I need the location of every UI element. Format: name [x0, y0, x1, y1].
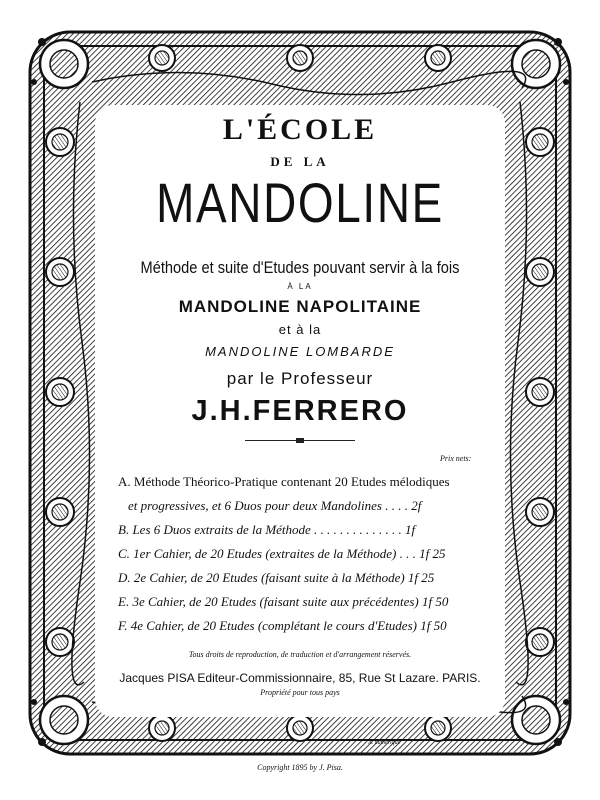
copyright-line: Copyright 1895 by J. Pisa. — [257, 763, 343, 772]
list-item: D. 2e Cahier, de 20 Etudes (faisant suite à la Méthode) 1f 25 — [118, 570, 435, 585]
subtitle-line-5: MANDOLINE LOMBARDE — [205, 344, 395, 359]
subtitle-line-1: Méthode et suite d'Etudes pouvant servir à la fois — [140, 258, 460, 277]
list-item: B. Les 6 Duos extraits de la Méthode . . . . . . . . . . . . . . 1f — [118, 522, 416, 537]
engraver-credit: A. numérique — [368, 740, 401, 746]
subtitle-line-4: et à la — [278, 322, 322, 337]
list-item: C. 1er Cahier, de 20 Etudes (extraites de la Méthode) . . . 1f 25 — [118, 546, 446, 561]
publisher-line: Jacques PISA Editeur-Commissionnaire, 85, Rue St Lazare. PARIS. — [119, 671, 481, 685]
title-line-1: L'ÉCOLE — [222, 113, 378, 146]
list-item: et progressives, et 6 Duos pour deux Mandolines . . . . 2f — [128, 498, 422, 513]
subtitle-line-6: par le Professeur — [226, 369, 374, 388]
contents-list — [118, 470, 488, 638]
divider-ornament — [296, 438, 304, 443]
subtitle-line-2: À LA — [287, 282, 313, 291]
main-title: MANDOLINE — [156, 171, 444, 234]
rights-notice: Propriété pour tous pays — [260, 688, 340, 697]
list-item: E. 3e Cahier, de 20 Etudes (faisant suite aux précédentes) 1f 50 — [118, 594, 449, 609]
list-item: F. 4e Cahier, de 20 Etudes (complétant le cours d'Etudes) 1f 50 — [118, 618, 447, 633]
author-name: J.H.FERRERO — [191, 395, 409, 427]
subtitle-line-3: MANDOLINE NAPOLITAINE — [178, 297, 422, 316]
list-item: A. Méthode Théorico-Pratique contenant 20 Etudes mélodiques — [118, 474, 450, 489]
legal-notice: Tous droits de reproduction, de traduction et d'arrangement réservés. — [188, 650, 412, 659]
price-header: Prix nets: — [440, 454, 472, 463]
title-line-2: DE LA — [270, 154, 330, 169]
